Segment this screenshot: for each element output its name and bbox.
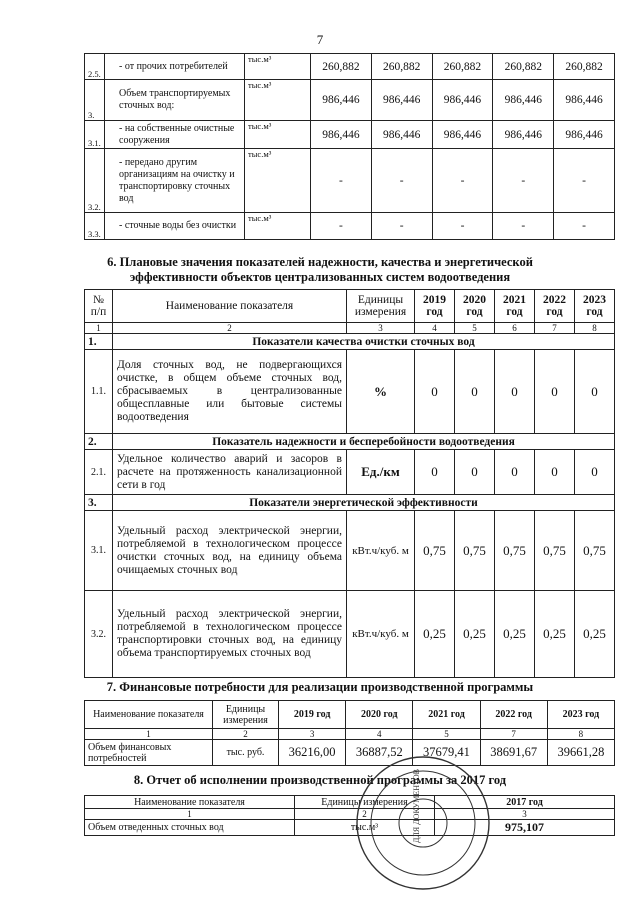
indicator-value: 0,75 (415, 511, 455, 591)
report-table (84, 795, 615, 836)
col-header-year: 2020 год (455, 290, 495, 323)
indicator-number: 3.1. (85, 511, 113, 591)
indicator-value: 0 (535, 350, 575, 434)
row-name: Объем транспортируемых сточных вод: (105, 80, 245, 121)
indicator-unit: % (347, 350, 415, 434)
row-value: - (311, 149, 372, 213)
table-row (85, 121, 615, 149)
index-cell: 2 (213, 729, 279, 740)
row-value: 36887,52 (346, 740, 413, 766)
row-value: - (432, 213, 493, 240)
index-cell: 2 (113, 323, 347, 334)
indicator-value: 0 (415, 350, 455, 434)
row-unit: тыс. руб. (213, 740, 279, 766)
row-name: Объем отведенных сточных вод (85, 820, 295, 836)
row-name: - сточные воды без очистки (105, 213, 245, 240)
row-value: 260,882 (554, 54, 615, 80)
header-row (85, 701, 615, 729)
index-cell: 2 (295, 809, 435, 820)
group-header-row (85, 334, 615, 350)
table-row (85, 213, 615, 240)
col-header: 2023 год (547, 701, 614, 729)
row-value: 986,446 (311, 80, 372, 121)
financial-table (84, 700, 615, 766)
indicator-number: 1.1. (85, 350, 113, 434)
row-number: 3.2. (85, 149, 105, 213)
indicator-value: 0 (415, 450, 455, 495)
group-number: 2. (85, 434, 113, 450)
table-row (85, 149, 615, 213)
col-header: Наименование показателя (85, 701, 213, 729)
section6-title-line2: эффективности объектов централизованных систем водоотведения (129, 270, 511, 284)
index-cell: 8 (547, 729, 614, 740)
indicator-row (85, 450, 615, 495)
indicator-name: Удельный расход электрической энергии, потребляемой в технологическом процессе очистки сточных вод, на единицу объема очищаемых сточных вод (113, 511, 347, 591)
indicator-value: 0,25 (455, 591, 495, 678)
row-value: 260,882 (311, 54, 372, 80)
row-value: 38691,67 (480, 740, 547, 766)
table-row (85, 820, 615, 836)
row-value: 986,446 (554, 80, 615, 121)
row-name: - на собственные очистные сооружения (105, 121, 245, 149)
index-cell: 8 (575, 323, 615, 334)
col-header-year: 2019 год (415, 290, 455, 323)
index-row (85, 323, 615, 334)
col-header: 2020 год (346, 701, 413, 729)
row-value: - (371, 213, 432, 240)
row-number: 3.1. (85, 121, 105, 149)
group-header-row (85, 434, 615, 450)
index-row (85, 809, 615, 820)
indicator-number: 3.2. (85, 591, 113, 678)
index-cell: 1 (85, 729, 213, 740)
index-cell: 1 (85, 809, 295, 820)
index-cell: 4 (346, 729, 413, 740)
indicator-row (85, 591, 615, 678)
row-value: 986,446 (432, 80, 493, 121)
row-value: - (371, 149, 432, 213)
row-value: 986,446 (371, 80, 432, 121)
indicator-value: 0 (495, 450, 535, 495)
col-header: Единицы измерения (213, 701, 279, 729)
stamp-text: ДЛЯ ДОКУМЕНТОВ (412, 769, 421, 843)
indicator-value: 0,25 (415, 591, 455, 678)
row-name: - передано другим организациям на очистку и транспортировку сточных вод (105, 149, 245, 213)
indicator-value: 0,75 (495, 511, 535, 591)
group-title: Показатели качества очистки сточных вод (113, 334, 615, 350)
indicator-value: 0 (455, 450, 495, 495)
indicators-table (84, 289, 615, 678)
indicator-row (85, 350, 615, 434)
indicator-value: 0 (495, 350, 535, 434)
row-value: 975,107 (435, 820, 615, 836)
index-cell: 7 (535, 323, 575, 334)
group-number: 1. (85, 334, 113, 350)
header-row (85, 796, 615, 809)
row-value: 260,882 (432, 54, 493, 80)
section6-title-line1: 6. Плановые значения показателей надежности, качества и энергетической (107, 255, 533, 269)
row-number: 3. (85, 80, 105, 121)
col-header: Единицы измерения (295, 796, 435, 809)
indicator-unit: кВт.ч/куб. м (347, 511, 415, 591)
row-unit: тыс.м³ (245, 149, 311, 213)
section6-title (0, 255, 640, 285)
index-cell: 4 (415, 323, 455, 334)
section8-title: 8. Отчет об исполнении производственной программы за 2017 год (133, 773, 507, 787)
row-value: 39661,28 (547, 740, 614, 766)
col-header: 2021 год (413, 701, 480, 729)
table-row (85, 54, 615, 80)
table-row (85, 80, 615, 121)
row-unit: тыс.м³ (245, 54, 311, 80)
group-title: Показатель надежности и бесперебойности водоотведения (113, 434, 615, 450)
row-unit: тыс.м³ (295, 820, 435, 836)
group-header-row (85, 495, 615, 511)
section7-title: 7. Финансовые потребности для реализации производственной программы (106, 680, 534, 694)
row-value: - (493, 213, 554, 240)
row-value: - (311, 213, 372, 240)
row-value: 986,446 (432, 121, 493, 149)
col-header: 2017 год (435, 796, 615, 809)
row-value: 36216,00 (279, 740, 346, 766)
col-header-year: 2021 год (495, 290, 535, 323)
col-header-name: Наименование показателя (113, 290, 347, 323)
indicator-value: 0 (575, 350, 615, 434)
row-value: - (554, 149, 615, 213)
col-header-unit: Единицы измерения (347, 290, 415, 323)
indicator-value: 0,25 (575, 591, 615, 678)
group-number: 3. (85, 495, 113, 511)
index-cell: 1 (85, 323, 113, 334)
indicator-value: 0,25 (495, 591, 535, 678)
index-cell: 5 (413, 729, 480, 740)
col-header-year: 2022 год (535, 290, 575, 323)
row-number: 3.3. (85, 213, 105, 240)
index-cell: 3 (347, 323, 415, 334)
indicator-value: 0 (535, 450, 575, 495)
group-title: Показатели энергетической эффективности (113, 495, 615, 511)
col-header: 2022 год (480, 701, 547, 729)
official-stamp (353, 753, 493, 893)
row-unit: тыс.м³ (245, 80, 311, 121)
col-header-num: № п/п (85, 290, 113, 323)
indicator-value: 0,25 (535, 591, 575, 678)
indicator-name: Доля сточных вод, не подвергающихся очистке, в общем объеме сточных вод, сбрасываемых в централизованные общесплавные или бытовые системы водоотведения (113, 350, 347, 434)
col-header-year: 2023 год (575, 290, 615, 323)
row-value: 986,446 (554, 121, 615, 149)
row-value: 260,882 (371, 54, 432, 80)
indicator-value: 0 (455, 350, 495, 434)
row-value: - (493, 149, 554, 213)
row-value: - (554, 213, 615, 240)
row-value: 37679,41 (413, 740, 480, 766)
indicator-name: Удельное количество аварий и засоров в расчете на протяженность канализационной сети в год (113, 450, 347, 495)
indicator-name: Удельный расход электрической энергии, потребляемой в технологическом процессе транспортировки сточных вод, на единицу объема транспортируемых сточных вод (113, 591, 347, 678)
index-cell: 3 (435, 809, 615, 820)
row-value: 260,882 (493, 54, 554, 80)
row-value: - (432, 149, 493, 213)
row-name: - от прочих потребителей (105, 54, 245, 80)
indicator-value: 0 (575, 450, 615, 495)
row-number: 2.5. (85, 54, 105, 80)
indicator-row (85, 511, 615, 591)
indicator-value: 0,75 (535, 511, 575, 591)
indicator-number: 2.1. (85, 450, 113, 495)
index-row (85, 729, 615, 740)
volume-table (84, 53, 615, 240)
index-cell: 7 (480, 729, 547, 740)
row-value: 986,446 (311, 121, 372, 149)
col-header: 2019 год (279, 701, 346, 729)
row-value: 986,446 (493, 80, 554, 121)
page-number: 7 (316, 32, 324, 47)
index-cell: 5 (455, 323, 495, 334)
row-name: Объем финансовых потребностей (85, 740, 213, 766)
index-cell: 6 (495, 323, 535, 334)
row-unit: тыс.м³ (245, 121, 311, 149)
col-header: Наименование показателя (85, 796, 295, 809)
indicator-unit: кВт.ч/куб. м (347, 591, 415, 678)
index-cell: 3 (279, 729, 346, 740)
indicator-unit: Ед./км (347, 450, 415, 495)
row-value: 986,446 (493, 121, 554, 149)
indicator-value: 0,75 (575, 511, 615, 591)
row-unit: тыс.м³ (245, 213, 311, 240)
indicator-value: 0,75 (455, 511, 495, 591)
row-value: 986,446 (371, 121, 432, 149)
table-row (85, 740, 615, 766)
